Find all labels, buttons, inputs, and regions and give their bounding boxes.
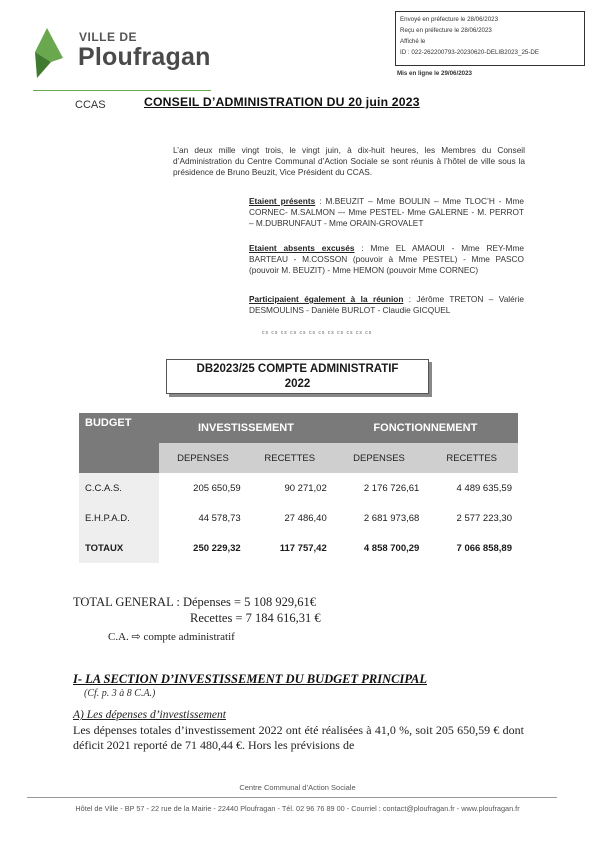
also-names: : Jérôme TRETON – Valérie DESMOULINS - Danièle BURLOT - Claudie GICQUEL [249, 294, 524, 315]
page-title: CONSEIL D’ADMINISTRATION DU 20 juin 2023 [144, 95, 420, 109]
deliberation-title-line2: 2022 [284, 378, 311, 390]
footer-divider [27, 797, 557, 798]
table-cell: 90 271,02 [284, 482, 327, 494]
footer-address: Hôtel de Ville - BP 57 - 22 rue de la Mairie - 22440 Ploufragan - Tél. 02 96 76 89 00 - Courriel : contact@ploufragan.fr - www.ploufragan.fr [75, 804, 520, 813]
table-cell: 44 578,73 [198, 512, 241, 524]
stamp-line: Affiché le [400, 38, 426, 45]
table-cell: 205 650,59 [193, 482, 241, 494]
logo-ploufragan: Ploufragan [78, 43, 211, 71]
table-header-row [79, 413, 518, 443]
present-list [249, 196, 524, 229]
row-label: C.C.A.S. [79, 473, 159, 503]
totals-label: TOTAUX [79, 533, 159, 563]
fonctionnement-header: FONCTIONNEMENT [333, 413, 518, 443]
total-general: TOTAL GENERAL : Dépenses = 5 108 929,61€ [73, 595, 317, 609]
stamp-line: ID : 022-262200793-20230620-DELIB2023_25-DE [400, 49, 539, 56]
table-cell: 27 486,40 [284, 512, 327, 524]
column-header: RECETTES [247, 443, 333, 473]
present-label: Etaient présents [249, 196, 316, 206]
table-cell: 117 757,42 [279, 542, 327, 554]
row-label: E.H.P.A.D. [79, 503, 159, 533]
table-cell: 2 176 726,61 [363, 482, 420, 494]
intro-paragraph: L’an deux mille vingt trois, le vingt juin, à dix-huit heures, les Membres du Conseil d’Administration du Centre Communal d’Action Sociale se sont réunis à l’hôtel de ville sous la présidence de Bruno Beuzit, Vice Président du CCAS. [173, 145, 525, 178]
table-cell: 2 681 973,68 [363, 512, 420, 524]
stamp-line: Reçu en préfecture le 28/06/2023 [400, 27, 492, 34]
deliberation-title [166, 359, 429, 394]
column-header: DEPENSES [159, 443, 246, 473]
present-names: : M.BEUZIT – Mme BOULIN – Mme TLOC’H - Mme CORNEC- M.SALMON –- Mme PESTEL- Mme GALERNE - M. PERROT – M.DUBRUNFAUT - Mme ORAIN-GROVALET [249, 196, 524, 228]
investissement-header: INVESTISSEMENT [159, 413, 333, 443]
section-title: I- LA SECTION D’INVESTISSEMENT DU BUDGET PRINCIPAL [73, 672, 427, 686]
prefecture-stamp [395, 11, 585, 66]
table-cell: 250 229,32 [193, 542, 241, 554]
online-date: Mis en ligne le 29/06/2023 [397, 70, 472, 77]
section-subtitle: A) Les dépenses d’investissement [73, 709, 226, 721]
ploufragan-logo-icon [33, 28, 67, 78]
budget-header: BUDGET [79, 413, 159, 473]
table-cell: 4 858 700,29 [363, 542, 420, 554]
also-label: Participaient également à la réunion [249, 294, 404, 304]
section-reference: (Cf. p. 3 à 8 C.A.) [84, 688, 156, 699]
deliberation-title-line1: DB2023/25 COMPTE ADMINISTRATIF [196, 363, 399, 375]
budget-table [79, 413, 518, 563]
footer-organization: Centre Communal d’Action Sociale [239, 783, 356, 792]
table-row [79, 473, 518, 503]
ccas-label: CCAS [75, 99, 106, 111]
logo-divider [33, 90, 211, 91]
separator-dots: cs cs cs cs cs cs cs cs cs cs cs cs [262, 330, 373, 336]
logo-ville-de: VILLE DE [79, 30, 138, 44]
table-row [79, 503, 518, 533]
excused-label: Etaient absents excusés [249, 243, 355, 253]
total-recettes: Recettes = 7 184 616,31 € [190, 611, 321, 625]
totals-row [79, 533, 518, 563]
table-cell: 2 577 223,30 [456, 512, 512, 524]
section-paragraph: Les dépenses totales d’investissement 2022 ont été réalisées à 41,0 %, soit 205 650,59 € dont déficit 2021 reporté de 71 480,44 €. Hors les prévisions de [73, 723, 524, 752]
stamp-line: Envoyé en préfecture le 28/06/2023 [400, 16, 499, 23]
also-list [249, 294, 524, 316]
column-header: DEPENSES [333, 443, 426, 473]
ca-legend: C.A. ⇨ compte administratif [108, 631, 235, 643]
excused-names: : Mme EL AMAOUI - Mme REY-Mme BARTEAU - M.COSSON (pouvoir à Mme PESTEL) - Mme PASCO (pouvoir M. BEUZIT) - Mme HEMON (pouvoir Mme CORNEC) [249, 243, 524, 275]
table-cell: 7 066 858,89 [456, 542, 512, 554]
column-header: RECETTES [425, 443, 518, 473]
excused-list [249, 243, 524, 276]
table-cell: 4 489 635,59 [456, 482, 512, 494]
